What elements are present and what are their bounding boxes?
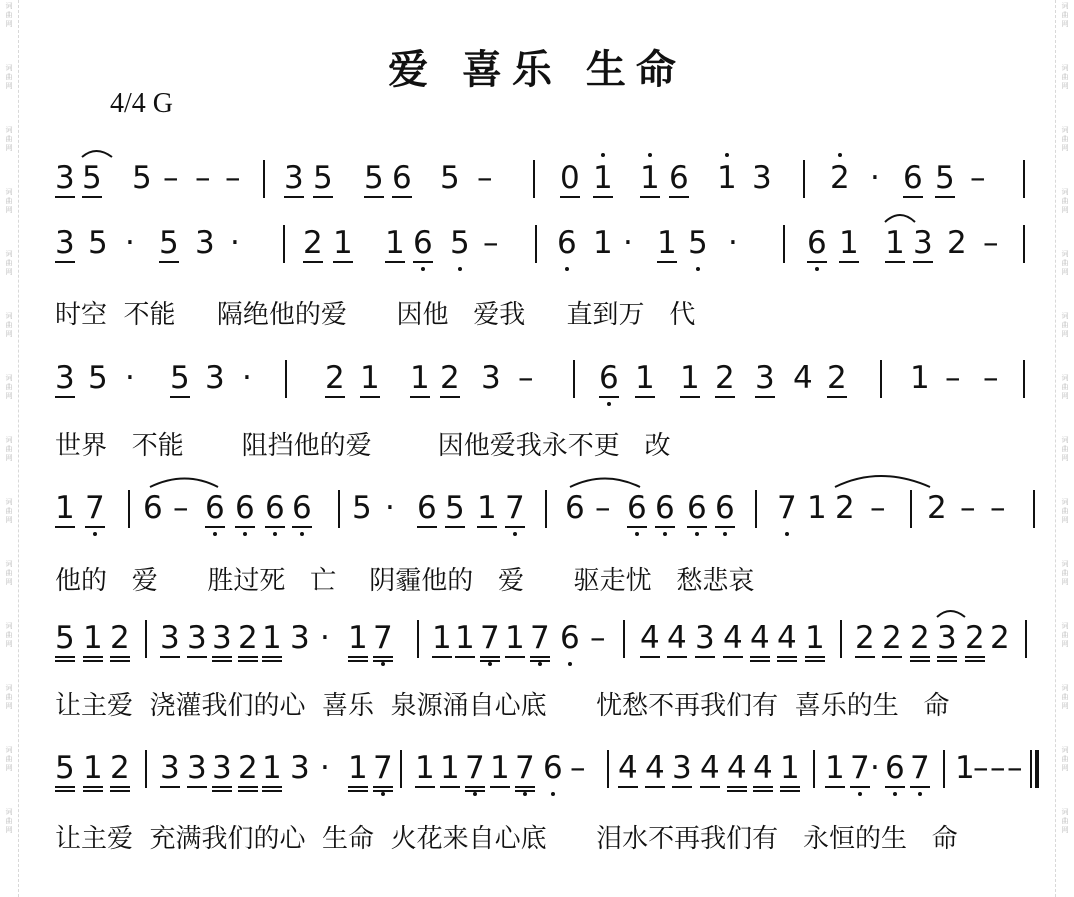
note: 6 xyxy=(417,490,437,526)
watermark-text: 词 曲 网 xyxy=(5,498,13,524)
time-key-signature: 4/4 G xyxy=(110,88,173,119)
note: 2 xyxy=(855,620,875,656)
slur xyxy=(570,479,640,488)
note: 4 xyxy=(645,750,665,786)
watermark-text: 词 曲 网 xyxy=(1061,684,1069,710)
dash-mark: – xyxy=(870,490,886,526)
note: 4 xyxy=(667,620,687,656)
note: 7 xyxy=(480,620,500,656)
note: 6 xyxy=(885,750,905,786)
note: 2 xyxy=(882,620,902,656)
note: 5 xyxy=(82,160,102,196)
note: 3 xyxy=(695,620,715,656)
note: 7 xyxy=(530,620,550,656)
dash-mark: – xyxy=(518,360,534,396)
watermark-text: 词 曲 网 xyxy=(1061,188,1069,214)
note: 2 xyxy=(910,620,930,656)
note: 6 xyxy=(807,225,827,261)
note: 6 xyxy=(903,160,923,196)
note: 1 xyxy=(885,225,905,261)
lyric-line: 他的 爱 胜过死 亡 阴霾他的 爱 驱走忧 愁悲哀 xyxy=(55,566,755,596)
dash-mark: – xyxy=(477,160,493,196)
note: 1 xyxy=(805,620,825,656)
bar-line xyxy=(783,225,785,263)
note: 3 xyxy=(290,620,310,656)
note: 1 xyxy=(825,750,845,786)
bar-line xyxy=(283,225,285,263)
bar-line xyxy=(813,750,815,788)
bar-line xyxy=(755,490,757,528)
note: 2 xyxy=(947,225,967,261)
dash-mark: – xyxy=(595,490,611,526)
bar-line xyxy=(417,620,419,658)
bar-line xyxy=(573,360,575,398)
note: 3 xyxy=(290,750,310,786)
note: 5 xyxy=(935,160,955,196)
note: 5 xyxy=(55,750,75,786)
note: 6 xyxy=(669,160,689,196)
note: 6 xyxy=(655,490,675,526)
note: 6 xyxy=(292,490,312,526)
bar-line xyxy=(910,490,912,528)
dash-mark: – xyxy=(983,225,999,261)
dash-mark: – xyxy=(1007,750,1023,786)
note: 4 xyxy=(723,620,743,656)
dash-mark: – xyxy=(973,750,989,786)
bar-line xyxy=(545,490,547,528)
note: 5 xyxy=(159,225,179,261)
bar-line xyxy=(1025,620,1027,658)
note: 4 xyxy=(700,750,720,786)
note: 6 xyxy=(715,490,735,526)
note: 1 xyxy=(262,620,282,656)
note: 3 xyxy=(212,750,232,786)
watermark-text: 词 曲 网 xyxy=(5,64,13,90)
note: 7 xyxy=(85,490,105,526)
dot-mark: · xyxy=(125,225,135,261)
bar-line xyxy=(1023,160,1025,198)
note: 5 xyxy=(440,160,460,196)
note: 2 xyxy=(835,490,855,526)
note: 3 xyxy=(284,160,304,196)
note: 2 xyxy=(990,620,1010,656)
note: 3 xyxy=(160,620,180,656)
score-row xyxy=(55,620,1040,680)
note: 5 xyxy=(352,490,372,526)
watermark-text: 词 曲 网 xyxy=(1061,64,1069,90)
note: 1 xyxy=(262,750,282,786)
bar-line xyxy=(535,225,537,263)
watermark-text: 词 曲 网 xyxy=(5,808,13,834)
note: 1 xyxy=(839,225,859,261)
lyric-line: 时空 不能 隔绝他的爱 因他 爱我 直到万 代 xyxy=(55,300,696,330)
bar-line xyxy=(263,160,265,198)
note: 2 xyxy=(715,360,735,396)
note: 1 xyxy=(432,620,452,656)
note: 1 xyxy=(385,225,405,261)
dash-mark: – xyxy=(945,360,961,396)
watermark-text: 词 曲 网 xyxy=(5,250,13,276)
note: 4 xyxy=(750,620,770,656)
note: 5 xyxy=(445,490,465,526)
watermark-text: 词 曲 网 xyxy=(1061,312,1069,338)
note: 1 xyxy=(455,620,475,656)
note: 1 xyxy=(415,750,435,786)
note: 1 xyxy=(680,360,700,396)
note: 6 xyxy=(557,225,577,261)
dot-mark: · xyxy=(125,360,135,396)
note: 6 xyxy=(143,490,163,526)
bar-line xyxy=(1033,490,1035,528)
note: 6 xyxy=(687,490,707,526)
note: 6 xyxy=(560,620,580,656)
note: 3 xyxy=(55,225,75,261)
score-row xyxy=(55,750,1040,810)
dot-mark: · xyxy=(230,225,240,261)
dash-mark: – xyxy=(570,750,586,786)
note: 1 xyxy=(505,620,525,656)
note: 2 xyxy=(325,360,345,396)
note: 4 xyxy=(618,750,638,786)
note: 3 xyxy=(937,620,957,656)
note: 7 xyxy=(465,750,485,786)
watermark-text: 词 曲 网 xyxy=(1061,808,1069,834)
dash-mark: – xyxy=(970,160,986,196)
dot-mark: · xyxy=(385,490,395,526)
note: 6 xyxy=(235,490,255,526)
final-bar-line xyxy=(1035,750,1039,788)
note: 3 xyxy=(481,360,501,396)
watermark-text: 词 曲 网 xyxy=(1061,498,1069,524)
note: 5 xyxy=(364,160,384,196)
dash-mark: – xyxy=(173,490,189,526)
note: 4 xyxy=(727,750,747,786)
note: 1 xyxy=(910,360,930,396)
note: 1 xyxy=(410,360,430,396)
note: 1 xyxy=(490,750,510,786)
dash-mark: – xyxy=(163,160,179,196)
watermark-text: 词 曲 网 xyxy=(1061,622,1069,648)
note: 3 xyxy=(913,225,933,261)
watermark-text: 词 曲 网 xyxy=(1061,746,1069,772)
note: 6 xyxy=(205,490,225,526)
note: 7 xyxy=(505,490,525,526)
watermark-text: 词 曲 网 xyxy=(5,560,13,586)
score-row xyxy=(55,360,1040,420)
note: 1 xyxy=(593,160,613,196)
watermark-text: 词 曲 网 xyxy=(1061,374,1069,400)
watermark-text: 词 曲 网 xyxy=(5,684,13,710)
bar-line xyxy=(533,160,535,198)
note: 2 xyxy=(110,750,130,786)
watermark-text: 词 曲 网 xyxy=(1061,436,1069,462)
note: 1 xyxy=(348,750,368,786)
note: 2 xyxy=(927,490,947,526)
note: 1 xyxy=(477,490,497,526)
note: 7 xyxy=(515,750,535,786)
bar-line xyxy=(338,490,340,528)
note: 3 xyxy=(212,620,232,656)
bar-line xyxy=(607,750,609,788)
slur xyxy=(835,476,930,487)
note: 3 xyxy=(187,620,207,656)
note: 2 xyxy=(830,160,850,196)
bar-line xyxy=(803,160,805,198)
note: 7 xyxy=(777,490,797,526)
note: 1 xyxy=(640,160,660,196)
note: 6 xyxy=(265,490,285,526)
note: 2 xyxy=(303,225,323,261)
dot-mark: · xyxy=(728,225,738,261)
note: 5 xyxy=(170,360,190,396)
dot-mark: · xyxy=(870,160,880,196)
watermark-text: 词 曲 网 xyxy=(5,2,13,28)
note: 5 xyxy=(450,225,470,261)
note: 5 xyxy=(88,360,108,396)
dash-mark: – xyxy=(483,225,499,261)
dash-mark: – xyxy=(990,490,1006,526)
note: 1 xyxy=(780,750,800,786)
slur xyxy=(82,151,112,157)
dash-mark: – xyxy=(195,160,211,196)
dot-mark: · xyxy=(623,225,633,261)
watermark-text: 词 曲 网 xyxy=(5,622,13,648)
final-bar-line xyxy=(1030,750,1032,788)
lyric-line: 世界 不能 阻挡他的爱 因他爱我永不更 改 xyxy=(55,431,671,461)
note: 2 xyxy=(827,360,847,396)
note: 3 xyxy=(187,750,207,786)
watermark-text: 词 曲 网 xyxy=(5,126,13,152)
bar-line xyxy=(623,620,625,658)
watermark-text: 词 曲 网 xyxy=(1061,2,1069,28)
note: 5 xyxy=(88,225,108,261)
note: 5 xyxy=(132,160,152,196)
dot-mark: · xyxy=(320,750,330,786)
note: 1 xyxy=(657,225,677,261)
note: 7 xyxy=(373,620,393,656)
note: 7 xyxy=(910,750,930,786)
note: 1 xyxy=(593,225,613,261)
note: 1 xyxy=(717,160,737,196)
note: 4 xyxy=(753,750,773,786)
score-row xyxy=(55,225,1040,285)
note: 2 xyxy=(440,360,460,396)
slur xyxy=(150,479,218,488)
slur xyxy=(937,611,965,617)
note: 6 xyxy=(627,490,647,526)
note: 3 xyxy=(755,360,775,396)
note: 3 xyxy=(752,160,772,196)
note: 3 xyxy=(55,160,75,196)
note: 1 xyxy=(360,360,380,396)
note: 5 xyxy=(55,620,75,656)
note: 1 xyxy=(807,490,827,526)
watermark-text: 词 曲 网 xyxy=(5,374,13,400)
note: 3 xyxy=(672,750,692,786)
dash-mark: – xyxy=(960,490,976,526)
bar-line xyxy=(1023,360,1025,398)
watermark-text: 词 曲 网 xyxy=(1061,560,1069,586)
bar-line xyxy=(145,620,147,658)
note: 4 xyxy=(640,620,660,656)
note: 6 xyxy=(392,160,412,196)
dash-mark: – xyxy=(990,750,1006,786)
score-row xyxy=(55,490,1040,550)
dash-mark: – xyxy=(225,160,241,196)
note: 7 xyxy=(373,750,393,786)
song-title: 爱 喜乐 生命 xyxy=(388,46,686,93)
watermark-text: 词 曲 网 xyxy=(5,312,13,338)
dash-mark: – xyxy=(590,620,606,656)
note: 0 xyxy=(560,160,580,196)
bar-line xyxy=(400,750,402,788)
note: 3 xyxy=(195,225,215,261)
dot-mark: · xyxy=(242,360,252,396)
note: 2 xyxy=(238,620,258,656)
bar-line xyxy=(840,620,842,658)
bar-line xyxy=(943,750,945,788)
watermark-text: 词 曲 网 xyxy=(5,436,13,462)
note: 5 xyxy=(313,160,333,196)
note: 6 xyxy=(413,225,433,261)
bar-line xyxy=(145,750,147,788)
note: 3 xyxy=(160,750,180,786)
note: 6 xyxy=(565,490,585,526)
note: 1 xyxy=(83,620,103,656)
note: 2 xyxy=(110,620,130,656)
watermark-text: 词 曲 网 xyxy=(1061,126,1069,152)
dot-mark: · xyxy=(870,750,880,786)
note: 5 xyxy=(688,225,708,261)
bar-line xyxy=(1023,225,1025,263)
note: 3 xyxy=(55,360,75,396)
lyric-line: 让主爱 充满我们的心 生命 火花来自心底 泪水不再我们有 永恒的生 命 xyxy=(55,824,958,854)
note: 3 xyxy=(205,360,225,396)
bar-line xyxy=(880,360,882,398)
note: 1 xyxy=(440,750,460,786)
watermark-text: 词 曲 网 xyxy=(1061,250,1069,276)
dash-mark: – xyxy=(983,360,999,396)
note: 1 xyxy=(55,490,75,526)
note: 4 xyxy=(793,360,813,396)
note: 2 xyxy=(238,750,258,786)
bar-line xyxy=(128,490,130,528)
note: 1 xyxy=(635,360,655,396)
note: 1 xyxy=(348,620,368,656)
dot-mark: · xyxy=(320,620,330,656)
note: 6 xyxy=(599,360,619,396)
note: 7 xyxy=(850,750,870,786)
note: 1 xyxy=(955,750,975,786)
lyric-line: 让主爱 浇灌我们的心 喜乐 泉源涌自心底 忧愁不再我们有 喜乐的生 命 xyxy=(55,691,950,721)
note: 2 xyxy=(965,620,985,656)
note: 1 xyxy=(83,750,103,786)
watermark-text: 词 曲 网 xyxy=(5,188,13,214)
score-row xyxy=(55,160,1040,220)
bar-line xyxy=(285,360,287,398)
note: 6 xyxy=(543,750,563,786)
note: 1 xyxy=(333,225,353,261)
watermark-text: 词 曲 网 xyxy=(5,746,13,772)
note: 4 xyxy=(777,620,797,656)
